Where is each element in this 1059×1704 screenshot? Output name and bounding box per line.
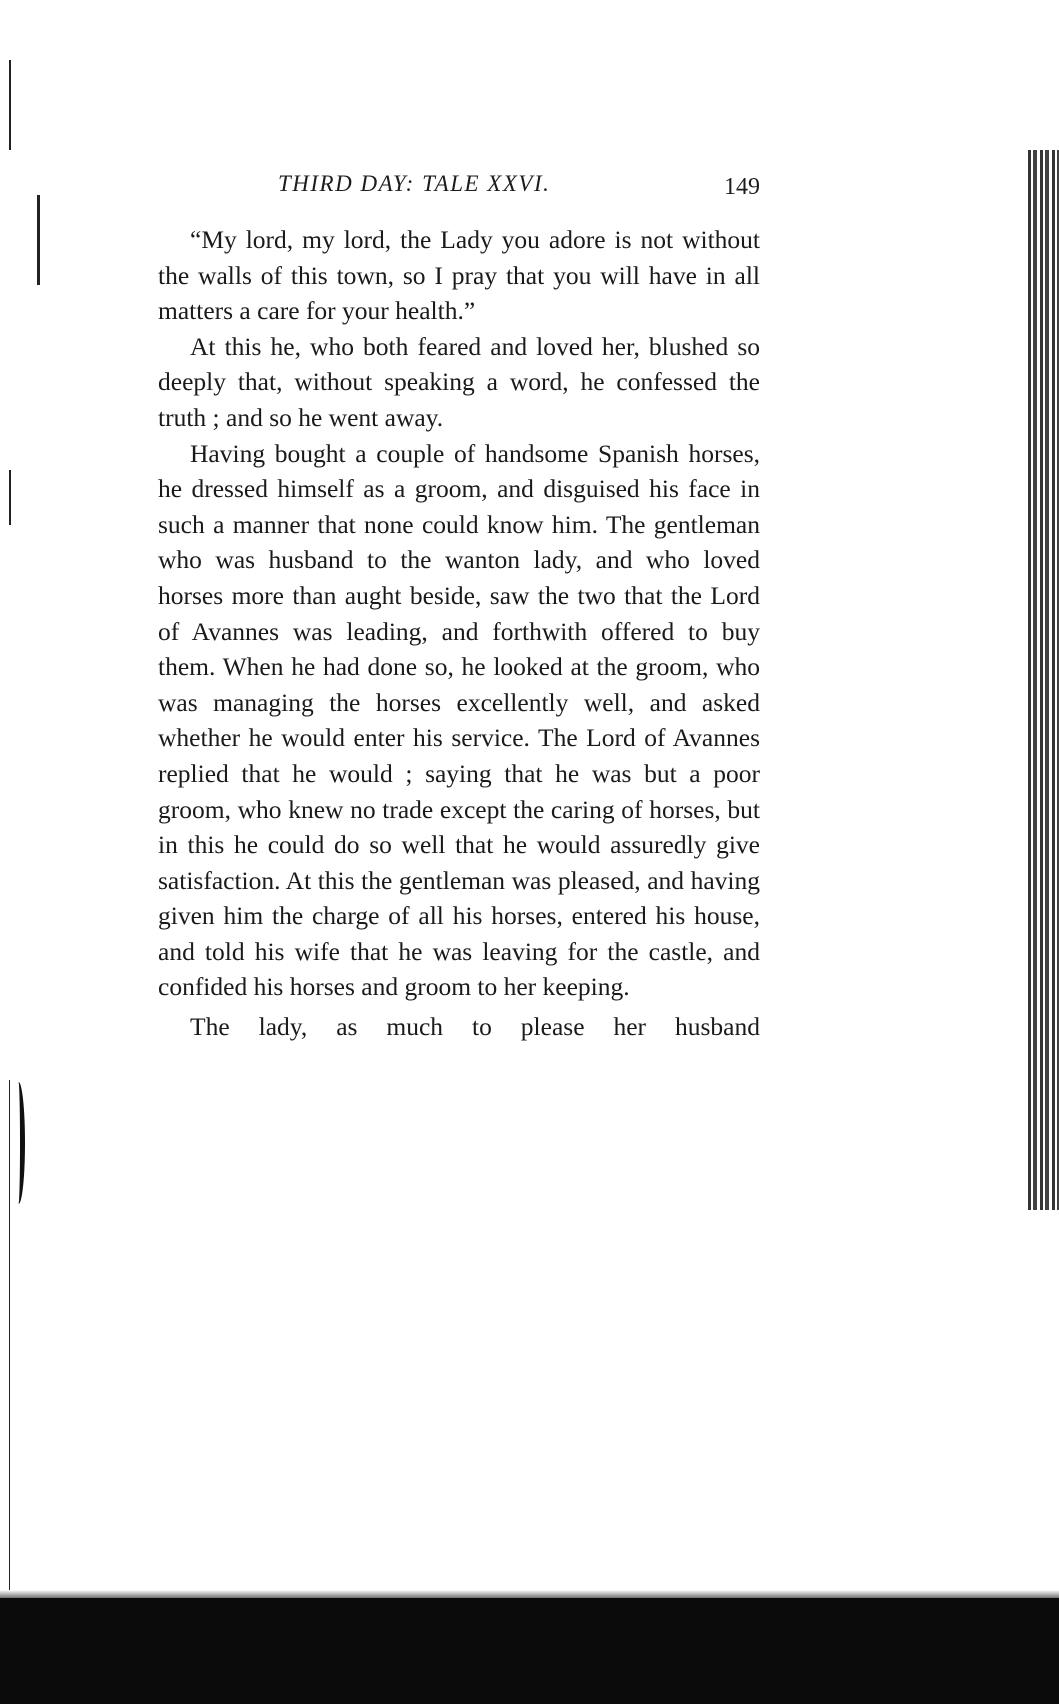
scan-right-edge bbox=[1028, 150, 1059, 1210]
page-header bbox=[158, 168, 760, 208]
paragraph: Having bought a couple of handsome Spanish horses, he dressed himself as a groom, and disguised his face in such a manner that none could know him. The gentleman who was husband to the wanton lady, and who loved horses more than aught beside, saw the two that the Lord of Avannes was leading, and forthwith offered to buy them. When he had done so, he looked at the groom, who was managing the horses excellently well, and asked whether he would enter his service. The Lord of Avannes replied that he would ; saying that he was but a poor groom, who knew no trade except the caring of horses, but in this he could do so well that he would assuredly give satisfaction. At this the gentleman was pleased, and having given him the charge of all his horses, entered his house, and told his wife that he was leaving for the castle, and confided his horses and groom to her keeping. bbox=[158, 438, 760, 1002]
body-text bbox=[158, 222, 760, 1045]
scan-bracket-mark bbox=[12, 1082, 25, 1204]
scan-edge-mark bbox=[9, 60, 11, 150]
scan-edge-mark bbox=[37, 195, 40, 285]
page-number: 149 bbox=[724, 174, 760, 200]
scan-edge-mark bbox=[9, 470, 11, 525]
paragraph: “My lord, my lord, the Lady you adore is not without the walls of this town, so I pray that you will have in all matters a care for your health.” bbox=[158, 225, 760, 326]
paragraph: The lady, as much to please her husband bbox=[190, 1012, 760, 1042]
scan-bottom-edge bbox=[0, 1598, 1059, 1704]
paragraph: At this he, who both feared and loved her, blushed so deeply that, without speaking a word, he confessed the truth ; and so he went away. bbox=[158, 331, 760, 432]
scan-edge-mark bbox=[9, 1080, 10, 1600]
running-title: THIRD DAY: TALE XXVI. bbox=[278, 171, 551, 196]
